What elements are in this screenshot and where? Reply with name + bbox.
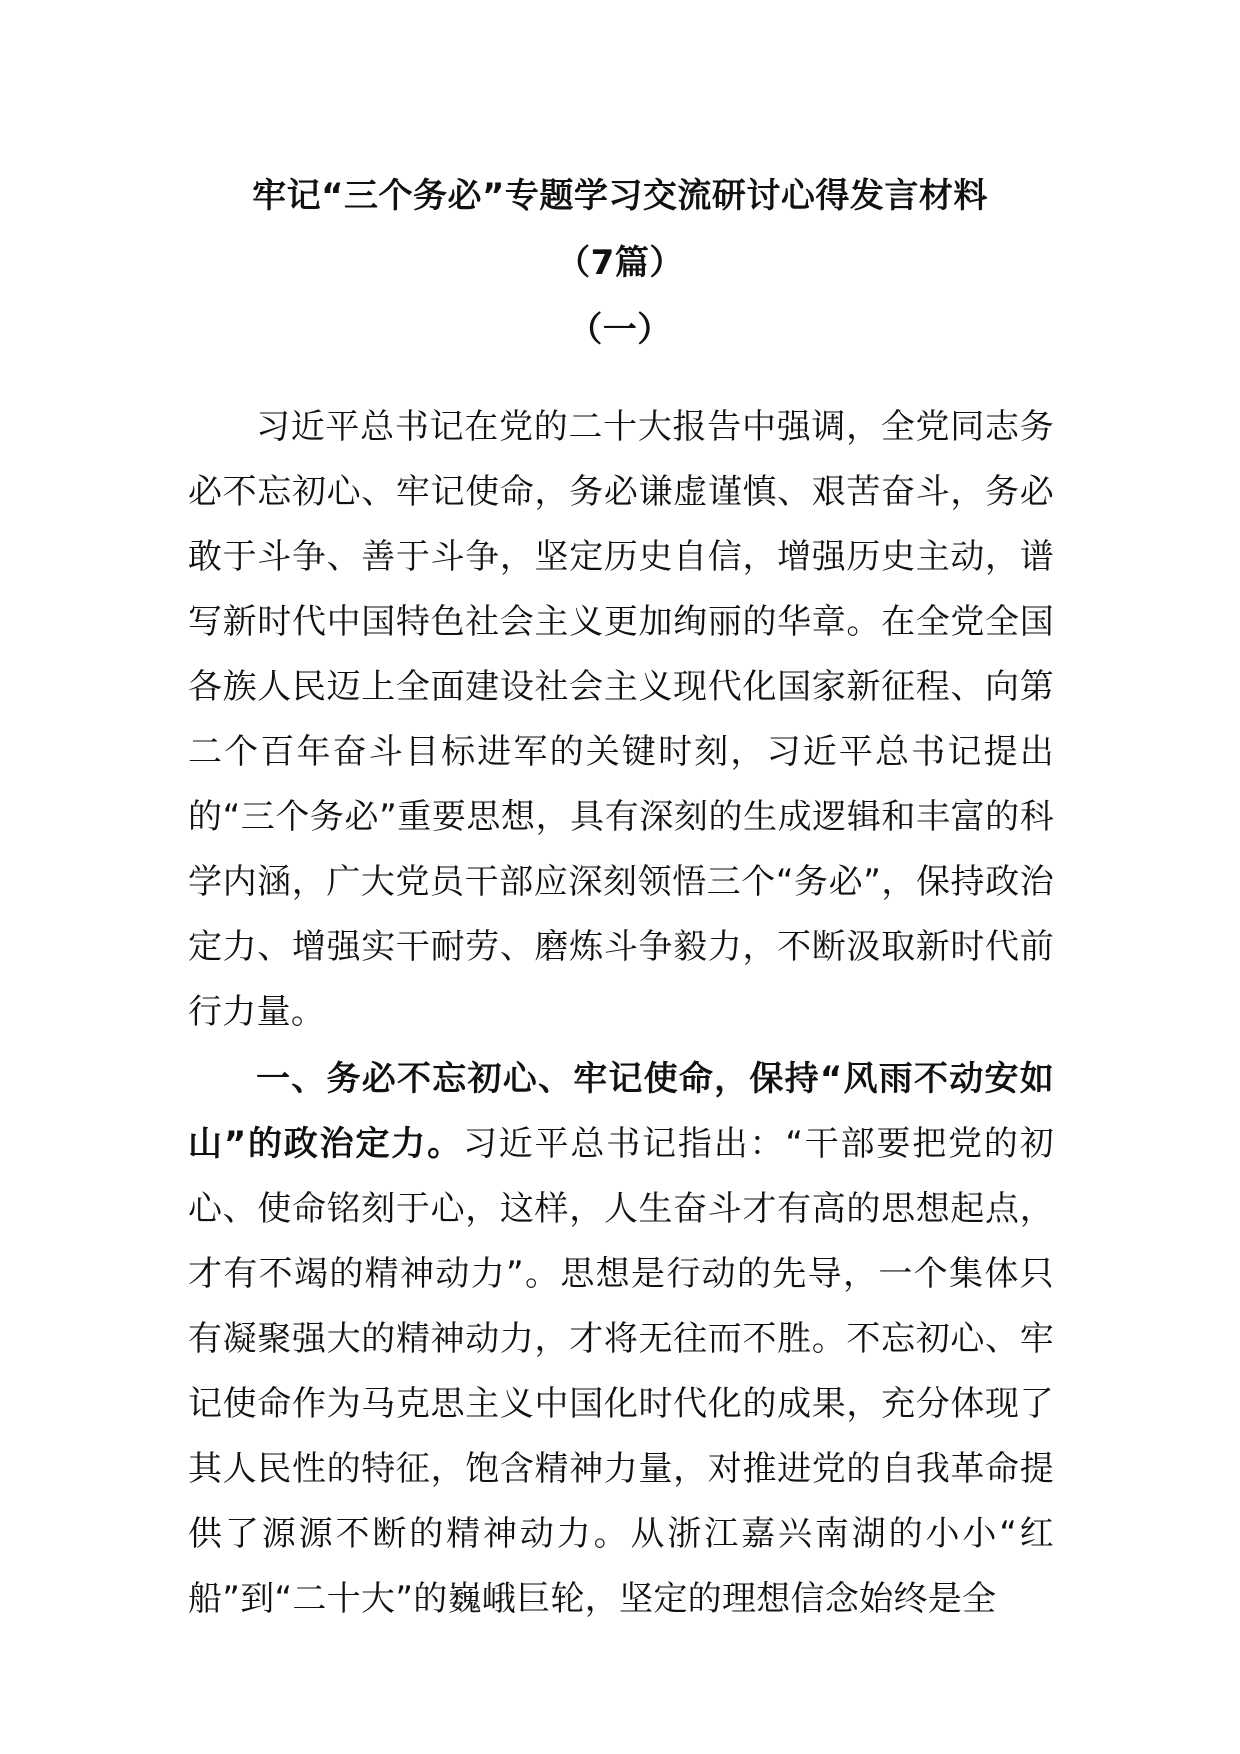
- section-number: （一）: [568, 310, 672, 350]
- section-paragraph: [188, 1047, 1054, 1632]
- document-count: （7篇）: [556, 243, 684, 283]
- intro-paragraph: 习近平总书记在党的二十大报告中强调，全党同志务必不忘初心、牢记使命，务必谦虚谨慎、艰苦奋斗，务必敢于斗争、善于斗争，坚定历史自信，增强历史主动，谱写新时代中国特色社会主义更加绚丽的华章。在全党全国各族人民迈上全面建设社会主义现代化国家新征程、向第二个百年奋斗目标进军的关键时刻，习近平总书记提出的“三个务必”重要思想，具有深刻的生成逻辑和丰富的科学内涵，广大党员干部应深刻领悟三个“务必”，保持政治定力、增强实干耐劳、磨炼斗争毅力，不断汲取新时代前行力量。: [188, 407, 1054, 1032]
- section-heading: 一、务必不忘初心、牢记使命，保持“风雨不动安如山”的政治定力。: [188, 1059, 1054, 1164]
- section-body: 习近平总书记指出：“干部要把党的初心、使命铭刻于心，这样，人生奋斗才有高的思想起点，才有不竭的精神动力”。思想是行动的先导，一个集体只有凝聚强大的精神动力，才将无往而不胜。不忘初心、牢记使命作为马克思主义中国化时代化的成果，充分体现了其人民性的特征，饱含精神力量，对推进党的自我革命提供了源源不断的精神动力。从浙江嘉兴南湖的小小“红船”到“二十大”的巍峨巨轮，坚定的理想信念始终是全: [188, 1124, 1055, 1619]
- document-title: 牢记“三个务必”专题学习交流研讨心得发言材料: [252, 176, 988, 216]
